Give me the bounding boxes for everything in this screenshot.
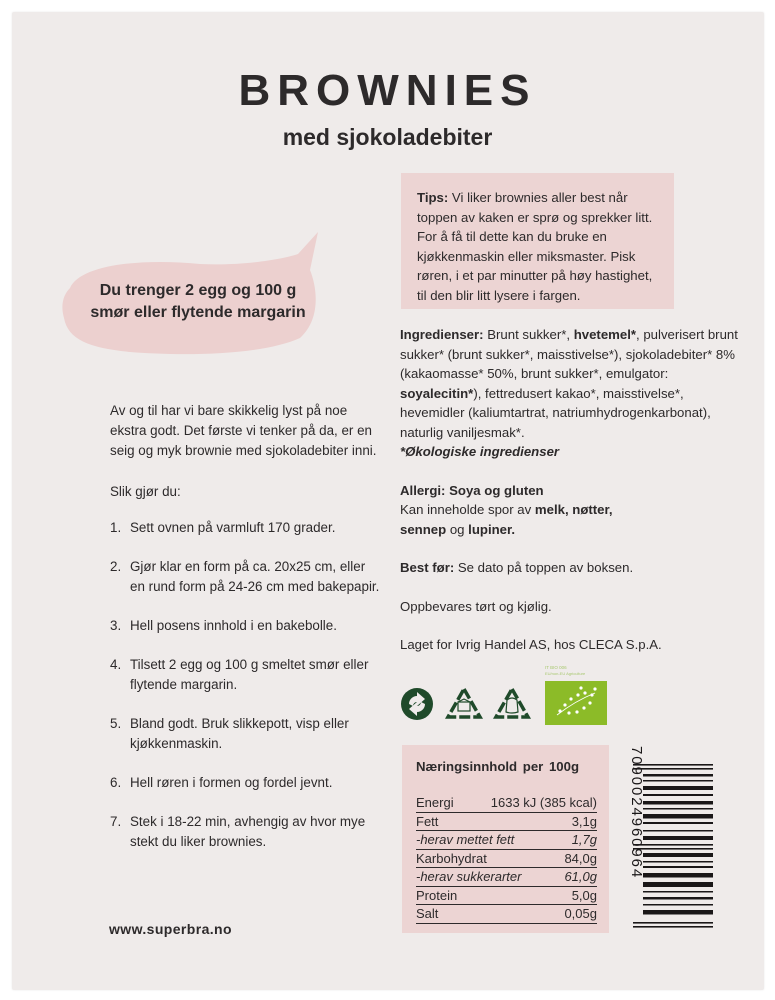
barcode-digits: 7090024960964 [628, 746, 645, 880]
step-text: Stek i 18-22 min, avhengig av hvor mye stekt du liker brownies. [130, 814, 366, 849]
allergen-soy: soyalecitin* [400, 385, 474, 401]
best-before [400, 558, 740, 578]
manufacturer-text: Laget for Ivrig Handel AS, hos CLECA S.p.A. [400, 637, 662, 652]
allergen-wheat: hvetemel* [573, 327, 637, 342]
allergy-text: og [446, 521, 469, 537]
nutrient-value: 1,7g [571, 832, 597, 847]
step-text: Tilsett 2 egg og 100 g smeltet smør eller flytende margarin. [130, 657, 369, 692]
step-item [110, 655, 380, 695]
recycle-box-icon [448, 689, 480, 717]
ingredients-text: ), fettredusert kakao*, maisstivelse*, hevemidler (kaliumtartrat, natriumhydrogenkarbonat), naturlig vaniljesmak*. [400, 385, 711, 440]
nutrient-name: Fett [416, 813, 439, 829]
step-item [110, 518, 380, 538]
nutrition-table [402, 745, 609, 933]
allergy-label: Allergi: Soya og gluten [400, 482, 544, 498]
nutrient-name: Protein [416, 887, 458, 903]
allergy-info [400, 481, 740, 540]
nutrient-name: -herav mettet fett [416, 832, 515, 847]
nutrient-value: 61,0g [564, 869, 597, 884]
recycle-bag-icon [496, 689, 528, 717]
nutrient-value: 0,05g [564, 906, 597, 921]
nutrient-name: -herav sukkerarter [416, 869, 522, 884]
nutrient-value: 84,0g [564, 850, 597, 866]
nutrition-row-fat [416, 813, 597, 832]
step-number: 3. [110, 618, 122, 633]
organic-note: *Økologiske ingredienser [400, 444, 560, 459]
instructions-column [110, 401, 380, 871]
green-dot-icon [401, 688, 433, 720]
nutrition-row-carbohydrate [416, 850, 597, 869]
svg-text:EU/non-EU Agriculture: EU/non-EU Agriculture [545, 671, 586, 676]
svg-text:IT BIO 006: IT BIO 006 [545, 665, 567, 670]
step-item [110, 616, 380, 636]
step-number: 5. [110, 716, 122, 731]
step-item [110, 812, 380, 852]
nutrition-row-sugars [416, 868, 597, 887]
step-text: Gjør klar en form på ca. 20x25 cm, eller en rund form på 24-26 cm med bakepapir. [130, 559, 380, 594]
nutrition-title: Næringsinnhold per 100g [416, 759, 580, 774]
steps-title: Slik gjør du: [110, 484, 181, 499]
step-text: Bland godt. Bruk slikkepott, visp eller kjøkkenmaskin. [130, 716, 349, 751]
ingredients [400, 325, 740, 462]
allergy-trace: sennep [400, 521, 447, 537]
step-text: Hell røren i formen og fordel jevnt. [130, 775, 333, 790]
nutrient-name: Energi [416, 795, 454, 810]
allergy-trace: lupiner. [468, 521, 516, 537]
product-title: BROWNIES [238, 66, 537, 115]
step-text: Sett ovnen på varmluft 170 grader. [130, 520, 336, 535]
step-number: 4. [110, 657, 122, 672]
nutrition-row-saturated-fat [416, 831, 597, 850]
ingredients-label: Ingredienser: [400, 327, 484, 342]
step-number: 7. [110, 814, 122, 829]
nutrient-value: 1633 kJ (385 kcal) [490, 795, 597, 810]
step-number: 2. [110, 559, 122, 574]
best-before-text: Se dato på toppen av boksen. [454, 560, 634, 575]
bubble-line-1: Du trenger 2 egg og 100 g [99, 282, 297, 299]
product-info-column [400, 325, 740, 674]
tips-box [401, 173, 674, 309]
nutrient-name: Salt [416, 906, 439, 921]
certification-icons [400, 660, 615, 725]
storage-text: Oppbevares tørt og kjølig. [400, 598, 552, 614]
step-number: 6. [110, 775, 122, 790]
ingredients-text: Brunt sukker*, [483, 327, 574, 342]
nutrient-name: Karbohydrat [416, 850, 487, 866]
eu-organic-leaf-icon [545, 665, 607, 725]
allergy-text: Kan inneholde spor av [400, 502, 535, 517]
bubble-line-2: smør eller flytende margarin [90, 304, 306, 321]
step-number: 1. [110, 520, 122, 535]
allergy-trace: melk, nøtter, [534, 502, 613, 517]
nutrition-row-energy [416, 794, 597, 813]
intro-text: Av og til har vi bare skikkelig lyst på noe ekstra godt. Det første vi tenker på da, er en seig og myk brownie med sjokoladebiter inni. [110, 403, 377, 458]
step-item [110, 714, 380, 754]
tips-label: Tips: [417, 190, 449, 205]
nutrient-value: 5,0g [571, 887, 597, 903]
barcode [618, 742, 713, 934]
step-item [110, 773, 380, 793]
step-item [110, 557, 380, 597]
nutrient-value: 3,1g [571, 813, 597, 829]
ingredients-text: , pulverisert brunt sukker* (brunt sukker*, maisstivelse*), sjokoladebiter* 8% (kakaomasse* 50%, brunt sukker*, emulgator: [400, 327, 738, 381]
speech-bubble [60, 230, 320, 358]
website-link[interactable]: www.superbra.no [109, 921, 232, 937]
tips-text: Vi liker brownies aller best når toppen av kaken er sprø og sprekker litt. For å få til dette kan du bruke en kjøkkenmaskin eller miksmaster. Pisk røren, i et par minutter på høy hastighet, til den blir litt lysere i fargen. [417, 190, 653, 303]
best-before-label: Best før: [400, 560, 455, 575]
step-text: Hell posens innhold i en bakebolle. [130, 618, 337, 633]
steps-list [110, 518, 380, 852]
nutrition-row-protein [416, 887, 597, 906]
nutrition-row-salt [416, 905, 597, 924]
product-subtitle: med sjokoladebiter [282, 124, 493, 150]
